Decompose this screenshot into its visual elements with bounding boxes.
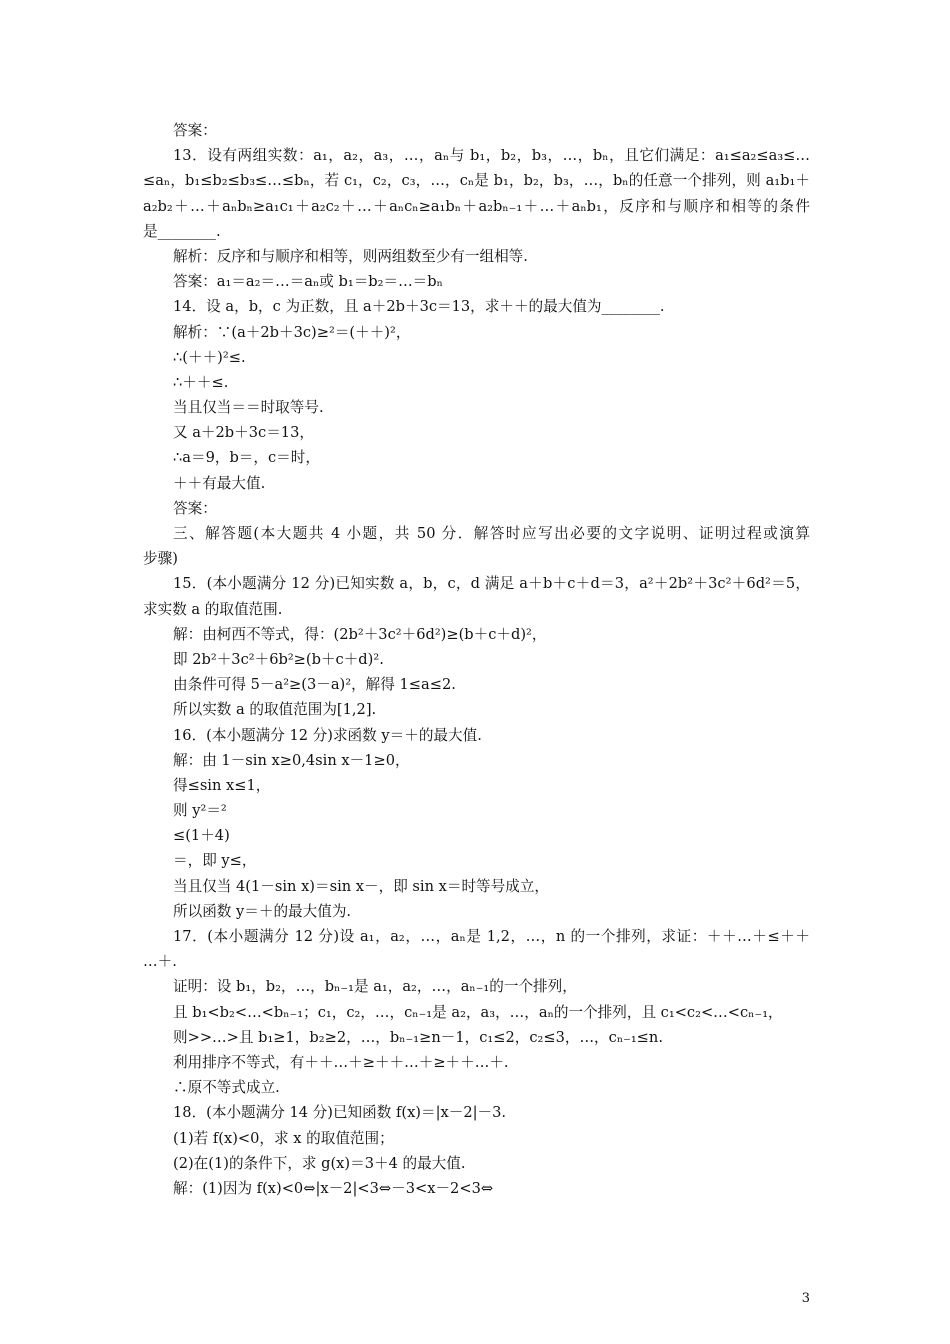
text-line: 17．(本小题满分 12 分)设 a₁，a₂，…，aₙ是 1,2，…，n 的一个排列，求证：＋＋…＋≤＋＋	[173, 928, 810, 945]
text-line: 则>>…>且 b₁≥1，b₂≥2，…，bₙ₋₁≥n－1，c₁≤2，c₂≤3，…，cₙ₋₁≤n.	[173, 1028, 663, 1046]
text-line: 16．(本小题满分 12 分)求函数 y＝＋的最大值.	[173, 726, 482, 744]
text-line: 当且仅当 4(1－sin x)＝sin x－，即 sin x＝时等号成立，	[173, 877, 550, 895]
text-line: ∴a＝9，b＝，c＝时，	[173, 449, 320, 467]
text-line: 求实数 a 的取值范围.	[143, 600, 283, 618]
text-line: 14．设 a，b，c 为正数，且 a＋2b＋3c＝13，求＋＋的最大值为________.	[173, 298, 665, 316]
text-line: 所以函数 y＝＋的最大值为.	[173, 902, 352, 920]
text-line: ∴＋＋≤.	[173, 373, 229, 391]
text-line: 答案：a₁＝a₂＝…＝aₙ或 b₁＝b₂＝…＝bₙ	[173, 273, 443, 291]
text-line: ∴(＋＋)²≤.	[173, 348, 246, 366]
text-line: 解：由柯西不等式，得：(2b²＋3c²＋6d²)≥(b＋c＋d)²，	[173, 625, 547, 643]
text-line: 13．设有两组实数：a₁，a₂，a₃，…，aₙ与 b₁，b₂，b₃，…，bₙ，且它们满足：a₁≤a₂≤a₃≤…	[173, 147, 810, 165]
text-line: 由条件可得 5－a²≥(3－a)²，解得 1≤a≤2.	[173, 676, 456, 694]
text-line: 是________.	[143, 222, 221, 240]
text-line: 又 a＋2b＋3c＝13，	[173, 424, 314, 442]
text-line: 则 y²＝²	[173, 802, 227, 820]
text-line: ＝，即 y≤，	[173, 852, 257, 870]
text-line: …＋.	[143, 953, 177, 971]
text-line: 解：由 1－sin x≥0,4sin x－1≥0，	[173, 751, 410, 769]
page-number: 3	[801, 1291, 810, 1306]
text-line: 15．(本小题满分 12 分)已知实数 a，b，c，d 满足 a＋b＋c＋d＝3，a²＋2b²＋3c²＋6d²＝5，	[173, 575, 810, 593]
text-line: (2)在(1)的条件下，求 g(x)＝3＋4 的最大值.	[173, 1154, 466, 1172]
text-line: 答案：	[173, 122, 217, 139]
text-line: 解析：反序和与顺序和相等，则两组数至少有一组相等.	[173, 247, 528, 265]
text-line: 答案：	[173, 499, 217, 517]
text-line: 所以实数 a 的取值范围为[1,2].	[173, 701, 377, 719]
text-line: 三、解答题(本大题共 4 小题，共 50 分．解答时应写出必要的文字说明、证明过程或演算	[173, 525, 810, 542]
text-line: 证明：设 b₁，b₂，…，bₙ₋₁是 a₁，a₂，…，aₙ₋₁的一个排列，	[173, 978, 577, 996]
text-line: 得≤sin x≤1，	[173, 776, 271, 794]
text-line: 解析：∵(a＋2b＋3c)≥²＝(＋＋)²，	[173, 323, 411, 341]
text-line: ∴原不等式成立.	[173, 1079, 280, 1097]
text-line: (1)若 f(x)<0，求 x 的取值范围；	[173, 1129, 394, 1147]
text-line: a₂b₂＋…＋aₙbₙ≥a₁c₁＋a₂c₂＋…＋aₙcₙ≥a₁bₙ＋a₂bₙ₋₁＋…＋aₙb₁，反序和与顺序和相等的条件	[143, 197, 810, 215]
text-line: 当且仅当＝＝时取等号.	[173, 399, 324, 417]
text-line: 18．(本小题满分 14 分)已知函数 f(x)＝|x－2|－3.	[173, 1104, 507, 1122]
text-line: ≤(1＋4)	[173, 827, 230, 845]
text-line: ＋＋有最大值.	[173, 474, 266, 492]
text-line: 步骤)	[143, 550, 178, 568]
text-line: 解：(1)因为 f(x)<0⇔|x－2|<3⇔－3<x－2<3⇔	[173, 1179, 494, 1197]
text-line: 即 2b²＋3c²＋6b²≥(b＋c＋d)².	[173, 650, 384, 668]
text-line: 且 b₁<b₂<…<bₙ₋₁；c₁，c₂，…，cₙ₋₁是 a₂，a₃，…，aₙ的一个排列，且 c₁<c₂<…<cₙ₋₁，	[173, 1003, 783, 1021]
text-line: 利用排序不等式，有＋＋…＋≥＋＋…＋≥＋＋…＋.	[173, 1053, 509, 1071]
page-content	[143, 118, 810, 1201]
text-line: ≤aₙ，b₁≤b₂≤b₃≤…≤bₙ，若 c₁，c₂，c₃，…，cₙ是 b₁，b₂，b₃，…，bₙ的任意一个排列，则 a₁b₁＋	[143, 172, 810, 190]
